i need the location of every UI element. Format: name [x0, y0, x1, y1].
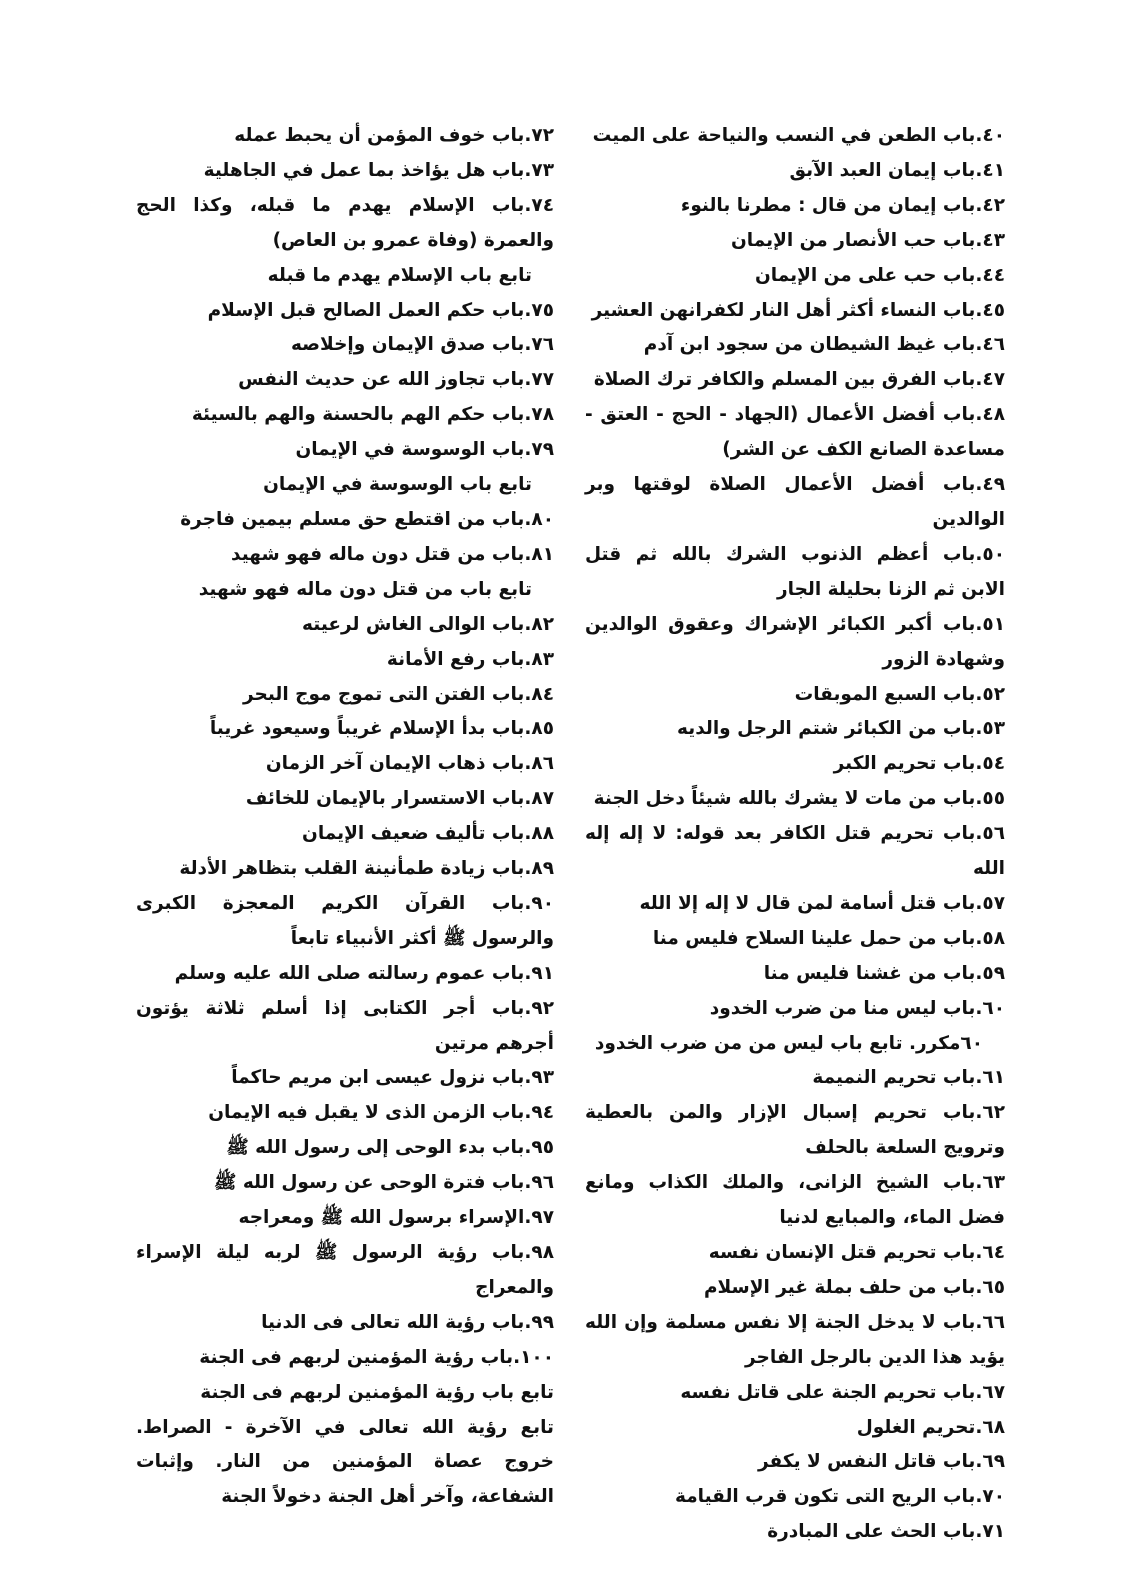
entry-number: ٨٩ — [531, 858, 554, 880]
index-entry — [585, 1306, 1005, 1376]
index-entry — [585, 119, 1005, 154]
entry-number: ٦٣ — [982, 1172, 1005, 1194]
index-entry — [585, 747, 1005, 782]
entry-title: تابع باب الوسوسة في الإيمان — [263, 474, 532, 496]
index-entry — [585, 154, 1005, 189]
index-entry — [585, 817, 1005, 887]
entry-number: ٥٧ — [982, 892, 1005, 914]
entry-number: ٥٥ — [982, 788, 1005, 810]
entry-number: ٦٢ — [982, 1102, 1005, 1124]
entry-number: ٥٤ — [982, 753, 1005, 775]
entry-number: ٧٧ — [531, 369, 554, 391]
entry-title: .باب أفضل الأعمال (الجهاد - الحج - العتق - مساعدة الصانع الكف عن الشر) — [585, 404, 1005, 461]
entry-title: .باب أعظم الذنوب الشرك بالله ثم قتل الابن ثم الزنا بحليلة الجار — [585, 543, 1005, 600]
entry-number: ٦٥ — [982, 1276, 1005, 1298]
entry-title: .باب قاتل النفس لا يكفر — [758, 1451, 983, 1473]
entry-title: .باب رفع الأمانة — [386, 648, 532, 670]
index-entry — [585, 992, 1005, 1027]
entry-number: ٤٠ — [982, 125, 1005, 146]
index-entry — [585, 363, 1005, 398]
index-entry — [585, 224, 1005, 259]
entry-title: .باب أكبر الكبائر الإشراك وعقوق الوالدين وشهادة الزور — [585, 613, 1005, 670]
entry-number: ٦٨ — [982, 1416, 1005, 1438]
index-entry — [136, 294, 554, 329]
index-entry — [585, 328, 1005, 363]
entry-title: .باب من حلف بملة غير الإسلام — [703, 1276, 983, 1298]
entry-number: ٩٨ — [531, 1242, 554, 1263]
index-entry — [136, 1166, 554, 1201]
entry-title: تابع رؤية الله تعالى في الآخرة - الصراط. خروج عصاة المؤمنين من النار. وإثبات الشفاعة، وآخر أهل الجنة دخولاً الجنة — [136, 1416, 554, 1508]
index-entry — [136, 852, 554, 887]
index-entry — [136, 503, 554, 538]
entry-title: .باب بدء الوحى إلى رسول الله ﷺ — [226, 1137, 532, 1159]
entry-title: .باب فترة الوحى عن رسول الله ﷺ — [214, 1172, 532, 1194]
entry-title: .باب الحث على المبادرة — [767, 1521, 983, 1543]
entry-title: .باب لا يدخل الجنة إلا نفس مسلمة وإن الله يؤيد هذا الدين بالرجل الفاجر — [585, 1311, 1005, 1368]
entry-number: ٤١ — [982, 159, 1005, 181]
entry-title: .باب نزول عيسى ابن مريم حاكماً — [231, 1067, 532, 1089]
index-entry — [136, 1201, 554, 1236]
entry-title: .باب زيادة طمأنينة القلب بتظاهر الأدلة — [179, 858, 532, 880]
entry-title: .باب حكم الهم بالحسنة والهم بالسيئة — [191, 404, 532, 426]
index-entry — [136, 992, 554, 1062]
index-entry — [136, 1061, 554, 1096]
entry-number: ٨٤ — [531, 683, 554, 705]
index-entry — [585, 922, 1005, 957]
index-entry — [585, 608, 1005, 678]
entry-title: تابع باب رؤية المؤمنين لربهم فى الجنة — [200, 1381, 554, 1403]
index-entry — [585, 1166, 1005, 1236]
entry-number: ٤٤ — [982, 264, 1005, 286]
entry-title: .باب قتل أسامة لمن قال لا إله إلا الله — [639, 892, 983, 914]
entry-number: ٦١ — [982, 1067, 1005, 1089]
entry-number: ٨٠ — [531, 508, 554, 530]
index-entry — [585, 259, 1005, 294]
entry-number: ٥٠ — [982, 543, 1005, 565]
index-entry — [585, 1445, 1005, 1480]
entry-title: .باب من اقتطع حق مسلم بيمين فاجرة — [180, 508, 532, 530]
entry-number: ٦٩ — [982, 1451, 1005, 1473]
index-entry — [136, 678, 554, 713]
entry-title: .باب من غشنا فليس منا — [763, 962, 983, 984]
entry-title: .باب تحريم قتل الإنسان نفسه — [708, 1242, 983, 1263]
index-entry — [585, 1480, 1005, 1515]
index-entry — [585, 1411, 1005, 1446]
index-entry — [585, 189, 1005, 224]
index-entry — [136, 887, 554, 957]
entry-title: .باب رؤية الله تعالى فى الدنيا — [261, 1311, 532, 1333]
index-entry — [136, 328, 554, 363]
index-entry — [585, 712, 1005, 747]
entry-title: .باب بدأ الإسلام غريباً وسيعود غريباً — [209, 718, 532, 740]
entry-number: ٨١ — [531, 543, 554, 565]
index-entry — [136, 712, 554, 747]
entry-title: .باب الطعن في النسب والنياحة على الميت — [592, 125, 983, 146]
entry-title: .باب النساء أكثر أهل النار لكفرانهن العشير — [591, 299, 983, 321]
entry-title: .باب الاستسرار بالإيمان للخائف — [245, 788, 532, 810]
index-entry — [136, 1096, 554, 1131]
entry-title: .الإسراء برسول الله ﷺ ومعراجه — [238, 1207, 532, 1229]
index-entry — [585, 678, 1005, 713]
entry-title: .باب حكم العمل الصالح قبل الإسلام — [207, 299, 532, 321]
entry-number: ٥٣ — [982, 718, 1005, 740]
entry-number: ٨٢ — [531, 613, 554, 635]
entry-number: ٤٢ — [982, 194, 1005, 216]
entry-number: ٥٨ — [982, 927, 1005, 949]
index-entry — [585, 1027, 1005, 1062]
index-entry — [136, 154, 554, 189]
index-entry — [585, 957, 1005, 992]
index-entry — [136, 573, 554, 608]
entry-title: .باب تحريم قتل الكافر بعد قوله: لا إله إله الله — [585, 823, 1005, 880]
index-column-left — [136, 119, 554, 1515]
entry-number: ٨٧ — [531, 788, 554, 810]
index-entry — [136, 1341, 554, 1376]
entry-title: .باب عموم رسالته صلى الله عليه وسلم — [174, 962, 532, 984]
entry-number: ٨٥ — [531, 718, 554, 740]
index-entry — [136, 538, 554, 573]
entry-number: ٩٥ — [531, 1137, 554, 1159]
entry-title: .باب تحريم النميمة — [812, 1067, 983, 1089]
entry-number: ٨٨ — [531, 823, 554, 845]
entry-title: تابع باب من قتل دون ماله فهو شهيد — [198, 578, 532, 600]
entry-title: .باب تحريم إسبال الإزار والمن بالعطية وترويج السلعة بالحلف — [585, 1102, 1005, 1159]
entry-number: ٧٦ — [531, 334, 554, 356]
entry-title: .باب القرآن الكريم المعجزة الكبرى والرسول ﷺ أكثر الأنبياء تابعاً — [136, 892, 554, 949]
entry-title: .باب أفضل الأعمال الصلاة لوقتها وبر الوالدين — [585, 474, 1005, 530]
entry-title: .باب حب على من الإيمان — [755, 264, 983, 286]
entry-title: .باب من الكبائر شتم الرجل والديه — [677, 718, 983, 740]
entry-number: ٤٥ — [982, 299, 1005, 321]
index-entry — [585, 1515, 1005, 1550]
entry-title: تابع باب الإسلام يهدم ما قبله — [267, 264, 532, 286]
index-entry — [136, 189, 554, 259]
index-entry — [136, 259, 554, 294]
index-entry — [136, 643, 554, 678]
entry-number: ٤٧ — [982, 369, 1005, 391]
index-entry — [136, 1236, 554, 1306]
entry-number: ٦٧ — [982, 1381, 1005, 1403]
index-entry — [136, 957, 554, 992]
entry-number: ٧٣ — [531, 159, 554, 181]
entry-number: ٧١ — [982, 1521, 1005, 1543]
entry-number: ٦٤ — [982, 1242, 1005, 1263]
entry-title: .باب رؤية المؤمنين لربهم فى الجنة — [199, 1346, 521, 1368]
entry-title: .باب الوالى الغاش لرعيته — [302, 613, 532, 635]
index-entry — [585, 1096, 1005, 1166]
entry-number: ١٠٠ — [520, 1346, 554, 1368]
entry-title: .باب ذهاب الإيمان آخر الزمان — [265, 753, 532, 775]
entry-number: ٩٩ — [531, 1311, 554, 1333]
index-entry — [136, 1306, 554, 1341]
index-entry — [136, 1131, 554, 1166]
index-entry — [136, 119, 554, 154]
entry-number: ٩٤ — [531, 1102, 554, 1124]
entry-number: ٧٨ — [531, 404, 554, 426]
index-entry — [136, 1376, 554, 1411]
entry-number: ٨٣ — [531, 648, 554, 670]
entry-number: ٦٠ — [960, 1032, 983, 1054]
entry-title: .باب من حمل علينا السلاح فليس منا — [652, 927, 983, 949]
entry-number: ٧٠ — [982, 1486, 1005, 1508]
index-entry — [585, 782, 1005, 817]
entry-number: ٦٠ — [982, 997, 1005, 1019]
entry-title: .باب تحريم الجنة على قاتل نفسه — [680, 1381, 983, 1403]
entry-number: ٩٧ — [531, 1207, 554, 1229]
index-entry — [585, 1236, 1005, 1271]
entry-title: .باب الفتن التى تموج موج البحر — [242, 683, 532, 705]
entry-number: ٥٦ — [982, 823, 1005, 845]
entry-title: .باب من مات لا يشرك بالله شيئاً دخل الجنة — [593, 788, 983, 810]
entry-number: ٧٩ — [531, 439, 554, 461]
entry-number: ٩٠ — [531, 892, 554, 914]
entry-title: .باب إيمان من قال : مطرنا بالنوء — [680, 194, 983, 216]
index-column-right — [585, 119, 1005, 1550]
entry-number: ٧٥ — [531, 299, 554, 321]
entry-number: ٦٦ — [982, 1311, 1005, 1333]
entry-title: .باب صدق الإيمان وإخلاصه — [290, 334, 532, 356]
entry-title: .باب الإسلام يهدم ما قبله، وكذا الحج والعمرة (وفاة عمرو بن العاص) — [136, 194, 554, 251]
entry-number: ٤٩ — [982, 474, 1005, 496]
entry-title: .باب تجاوز الله عن حديث النفس — [238, 369, 532, 391]
entry-title: .باب الزمن الذى لا يقبل فيه الإيمان — [208, 1102, 532, 1124]
entry-number: ٧٢ — [531, 125, 554, 146]
entry-title: .باب خوف المؤمن أن يحبط عمله — [234, 125, 532, 146]
index-entry — [585, 887, 1005, 922]
entry-number: ٩١ — [531, 962, 554, 984]
entry-number: ٤٦ — [982, 334, 1005, 356]
index-entry — [136, 747, 554, 782]
index-entry — [585, 538, 1005, 608]
entry-title: .باب الشيخ الزانى، والملك الكذاب ومانع فضل الماء، والمبايع لدنيا — [585, 1172, 1005, 1229]
index-entry — [136, 817, 554, 852]
entry-number: ٥١ — [982, 613, 1005, 635]
index-entry — [136, 608, 554, 643]
entry-number: ٥٩ — [982, 962, 1005, 984]
entry-title: .باب أجر الكتابى إذا أسلم ثلاثة يؤتون أجرهم مرتين — [136, 997, 554, 1054]
index-entry — [585, 398, 1005, 468]
index-entry — [136, 398, 554, 433]
entry-number: ٤٣ — [982, 229, 1005, 251]
entry-title: .تحريم الغلول — [856, 1416, 983, 1438]
index-entry — [585, 1061, 1005, 1096]
entry-title: .باب الوسوسة في الإيمان — [295, 439, 532, 461]
entry-number: ٨٦ — [531, 753, 554, 775]
entry-title: .باب الريح التى تكون قرب القيامة — [674, 1486, 983, 1508]
index-entry — [585, 468, 1005, 538]
entry-number: ٥٢ — [982, 683, 1005, 705]
entry-title: .باب حب الأنصار من الإيمان — [731, 229, 983, 251]
entry-title: .باب تحريم الكبر — [833, 753, 983, 775]
index-entry — [585, 294, 1005, 329]
index-entry — [136, 1411, 554, 1516]
entry-title: .باب ليس منا من ضرب الخدود — [709, 997, 983, 1019]
index-entry — [136, 433, 554, 468]
entry-number: ٤٨ — [982, 404, 1005, 426]
entry-title: مكرر. تابع باب ليس من من ضرب الخدود — [594, 1032, 961, 1054]
entry-title: .باب إيمان العبد الآبق — [789, 159, 983, 181]
entry-title: .باب هل يؤاخذ بما عمل في الجاهلية — [203, 159, 532, 181]
index-entry — [136, 782, 554, 817]
entry-title: .باب السبع الموبقات — [794, 683, 983, 705]
entry-title: .باب من قتل دون ماله فهو شهيد — [231, 543, 532, 565]
entry-title: .باب غيظ الشيطان من سجود ابن آدم — [643, 334, 983, 356]
index-entry — [136, 363, 554, 398]
entry-number: ٧٤ — [531, 194, 554, 216]
entry-number: ٩٣ — [531, 1067, 554, 1089]
entry-title: .باب الفرق بين المسلم والكافر ترك الصلاة — [593, 369, 983, 391]
index-entry — [136, 468, 554, 503]
index-entry — [585, 1376, 1005, 1411]
entry-title: .باب تأليف ضعيف الإيمان — [302, 823, 532, 845]
index-entry — [585, 1271, 1005, 1306]
entry-number: ٩٦ — [531, 1172, 554, 1194]
entry-title: .باب رؤية الرسول ﷺ لربه ليلة الإسراء والمعراج — [136, 1242, 554, 1298]
entry-number: ٩٢ — [531, 997, 554, 1019]
